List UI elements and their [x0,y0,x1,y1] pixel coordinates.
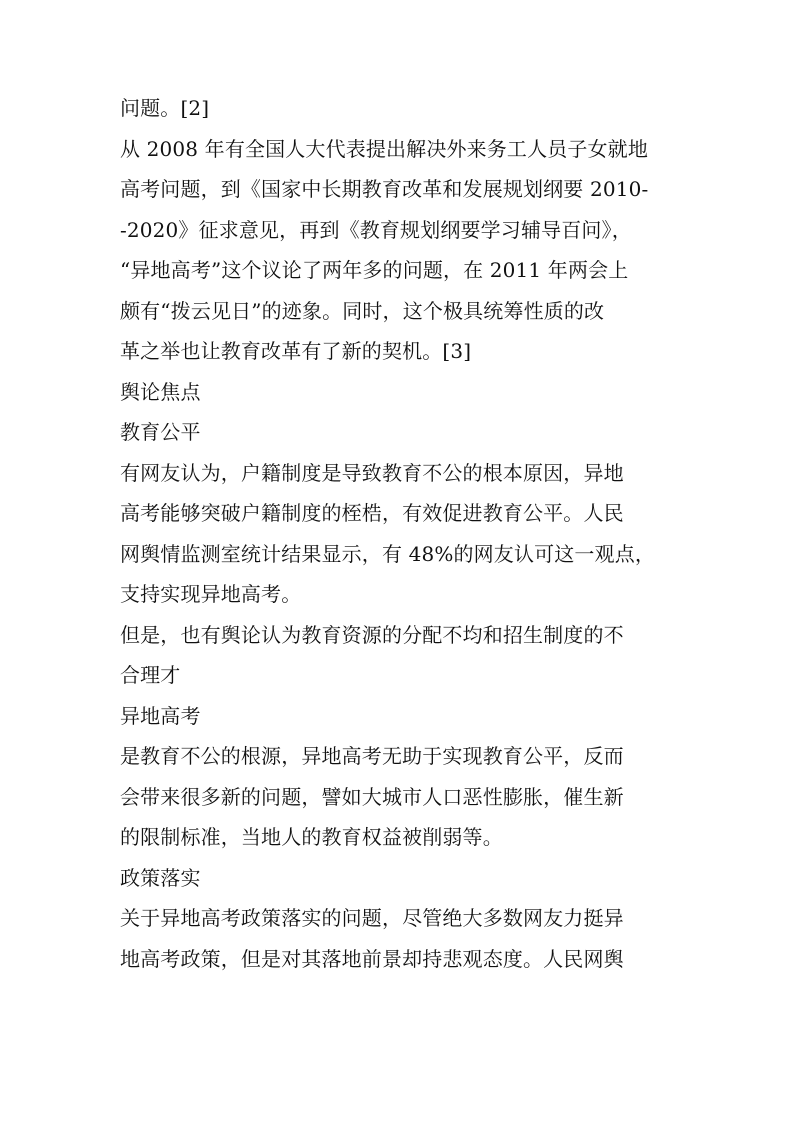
subsection-heading: 政策落实 [120,865,201,890]
text-line: 合理才 [120,663,181,687]
text-line: 有网友认为，户籍制度是导致教育不公的根本原因，异地 [120,460,624,485]
text-line: 关于异地高考政策落实的问题，尽管绝大多数网友力挺异 [120,906,624,930]
section-heading: 舆论焦点 [120,379,201,404]
subsection-heading: 异地高考 [120,703,201,728]
text-line: 从 2008 年有全国人大代表提出解决外来务工人员子女就地 [120,136,648,161]
text-line: 高考能够突破户籍制度的桎梏，有效促进教育公平。人民 [120,501,624,525]
text-line: 是教育不公的根源，异地高考无助于实现教育公平，反而 [120,744,624,768]
text-line: 网舆情监测室统计结果显示，有 48%的网友认可这一观点， [120,541,656,566]
text-line: 会带来很多新的问题，譬如大城市人口恶性膨胀，催生新 [120,784,624,809]
text-line: 革之举也让教育改革有了新的契机。[3] [120,339,472,363]
text-line: 地高考政策，但是对其落地前景却持悲观态度。人民网舆 [120,946,624,971]
text-line: 高考问题，到《国家中长期教育改革和发展规划纲要 2010- [120,177,649,201]
text-line: 但是，也有舆论认为教育资源的分配不均和招生制度的不 [120,622,624,647]
text-line: “异地高考”这个议论了两年多的问题，在 2011 年两会上 [120,258,629,282]
text-line: -2020》征求意见，再到《教育规划纲要学习辅导百问》， [120,217,632,242]
text-line: 颇有“拨云见日”的迹象。同时，这个极具统筹性质的改 [120,298,605,323]
subsection-heading: 教育公平 [120,420,201,444]
text-line: 的限制标准，当地人的教育权益被削弱等。 [120,825,503,849]
text-line: 问题。[2] [120,96,210,120]
text-line: 支持实现异地高考。 [120,582,302,606]
document-body [120,88,678,979]
